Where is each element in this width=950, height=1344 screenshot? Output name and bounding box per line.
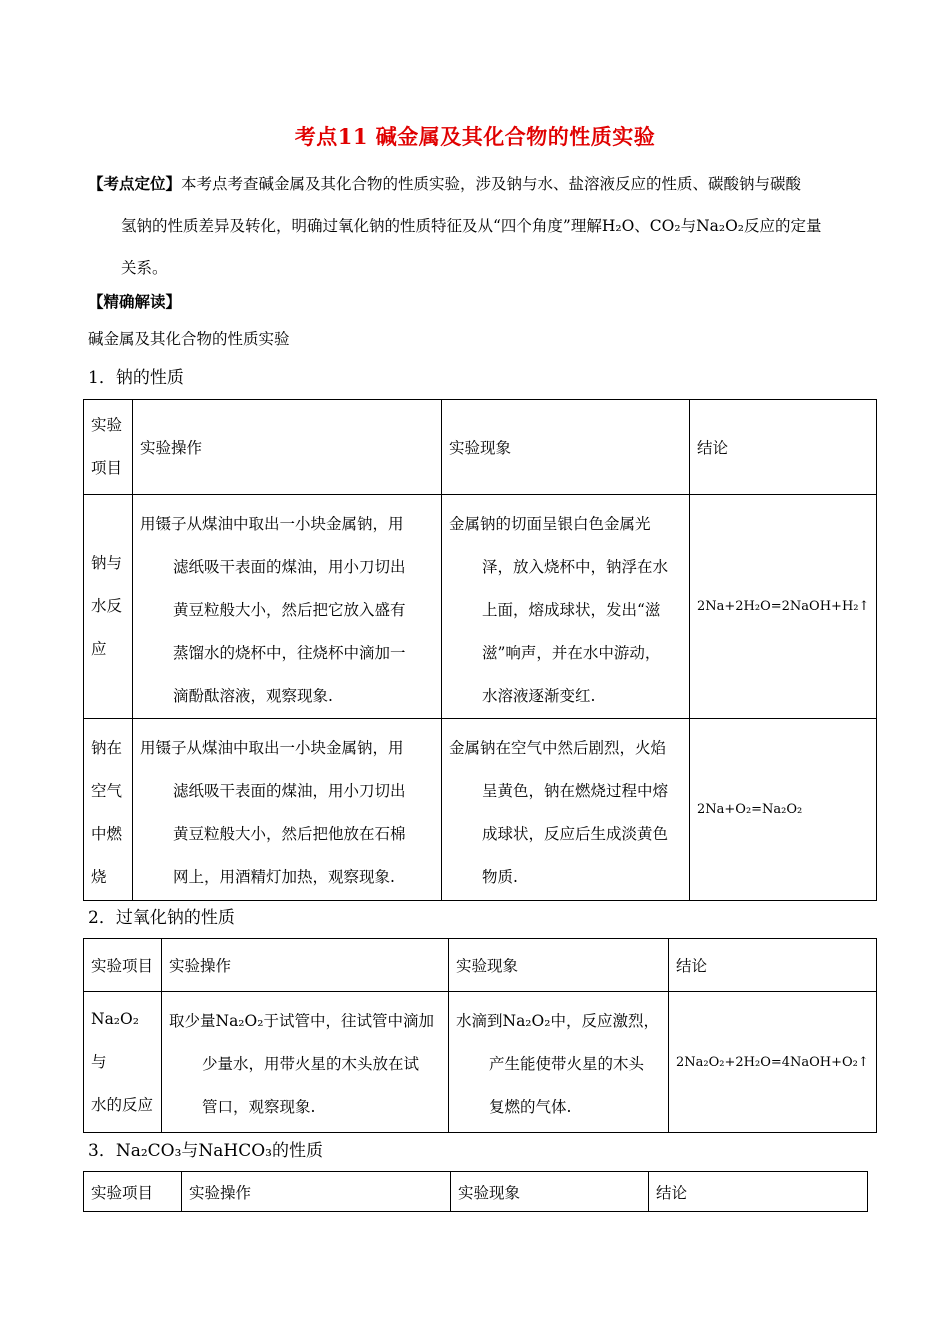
row-operation: 用镊子从煤油中取出一小块金属钠，用 滤纸吸干表面的煤油，用小刀切出 黄豆粒般大小，然后把他放在石棉 网上，用酒精灯加热，观察现象. bbox=[133, 719, 442, 901]
intro-line-3: 关系。 bbox=[121, 259, 168, 277]
kaodian-tag: 【考点定位】 bbox=[88, 174, 182, 193]
intro-paragraph bbox=[88, 163, 878, 289]
row-operation: 取少量Na₂O₂于试管中，往试管中滴加 少量水，用带火星的木头放在试 管口，观察现象. bbox=[162, 992, 449, 1133]
subtitle: 碱金属及其化合物的性质实验 bbox=[88, 330, 290, 348]
intro-line-1: 【考点定位】本考点考查碱金属及其化合物的性质实验，涉及钠与水、盐溶液反应的性质、碳酸钠与碳酸 bbox=[88, 174, 802, 193]
table-header-row bbox=[84, 1172, 868, 1212]
row-item: 钠在 空气 中燃 烧 bbox=[84, 719, 133, 901]
intro-line-2: 氢钠的性质差异及转化，明确过氧化钠的性质特征及从“四个角度”理解H₂O、CO₂与Na₂O₂反应的定量 bbox=[121, 217, 822, 235]
jiedu-tag: 【精确解读】 bbox=[88, 292, 182, 311]
header-operation: 实验操作 bbox=[182, 1172, 451, 1212]
row-item: 钠与 水反 应 bbox=[84, 495, 133, 719]
table-row bbox=[84, 719, 877, 901]
header-conclusion: 结论 bbox=[690, 400, 877, 495]
row-phenomenon: 金属钠在空气中然后剧烈，火焰 呈黄色，钠在燃烧过程中熔 成球状，反应后生成淡黄色 物质. bbox=[442, 719, 690, 901]
row-conclusion: 2Na₂O₂+2H₂O=4NaOH+O₂↑ bbox=[669, 992, 877, 1133]
header-conclusion: 结论 bbox=[649, 1172, 868, 1212]
header-phenomenon: 实验现象 bbox=[451, 1172, 649, 1212]
section-1-heading: 1．钠的性质 bbox=[88, 368, 184, 388]
header-item: 实验 项目 bbox=[84, 400, 133, 495]
row-conclusion: 2Na+2H₂O=2NaOH+H₂↑ bbox=[690, 495, 877, 719]
header-phenomenon: 实验现象 bbox=[449, 939, 669, 992]
table-row bbox=[84, 495, 877, 719]
header-operation: 实验操作 bbox=[133, 400, 442, 495]
header-operation: 实验操作 bbox=[162, 939, 449, 992]
page-title: 考点11 碱金属及其化合物的性质实验 bbox=[294, 124, 656, 149]
header-conclusion: 结论 bbox=[669, 939, 877, 992]
carbonate-table bbox=[83, 1171, 868, 1212]
row-item: Na₂O₂与 水的反应 bbox=[84, 992, 162, 1133]
section-2-heading: 2．过氧化钠的性质 bbox=[88, 908, 235, 928]
row-operation: 用镊子从煤油中取出一小块金属钠，用 滤纸吸干表面的煤油，用小刀切出 黄豆粒般大小，然后把它放入盛有 蒸馏水的烧杯中，往烧杯中滴加一 滴酚酞溶液，观察现象. bbox=[133, 495, 442, 719]
table-header-row bbox=[84, 400, 877, 495]
table-header-row bbox=[84, 939, 877, 992]
row-phenomenon: 金属钠的切面呈银白色金属光 泽，放入烧杯中，钠浮在水 上面，熔成球状，发出“滋 滋”响声，并在水中游动， 水溶液逐渐变红. bbox=[442, 495, 690, 719]
header-item: 实验项目 bbox=[84, 939, 162, 992]
sodium-peroxide-table bbox=[83, 938, 877, 1133]
header-item: 实验项目 bbox=[84, 1172, 182, 1212]
table-row bbox=[84, 992, 877, 1133]
header-phenomenon: 实验现象 bbox=[442, 400, 690, 495]
sodium-properties-table bbox=[83, 399, 877, 901]
row-phenomenon: 水滴到Na₂O₂中，反应激烈， 产生能使带火星的木头 复燃的气体. bbox=[449, 992, 669, 1133]
row-conclusion: 2Na+O₂=Na₂O₂ bbox=[690, 719, 877, 901]
section-3-heading: 3．Na₂CO₃与NaHCO₃的性质 bbox=[88, 1141, 323, 1161]
